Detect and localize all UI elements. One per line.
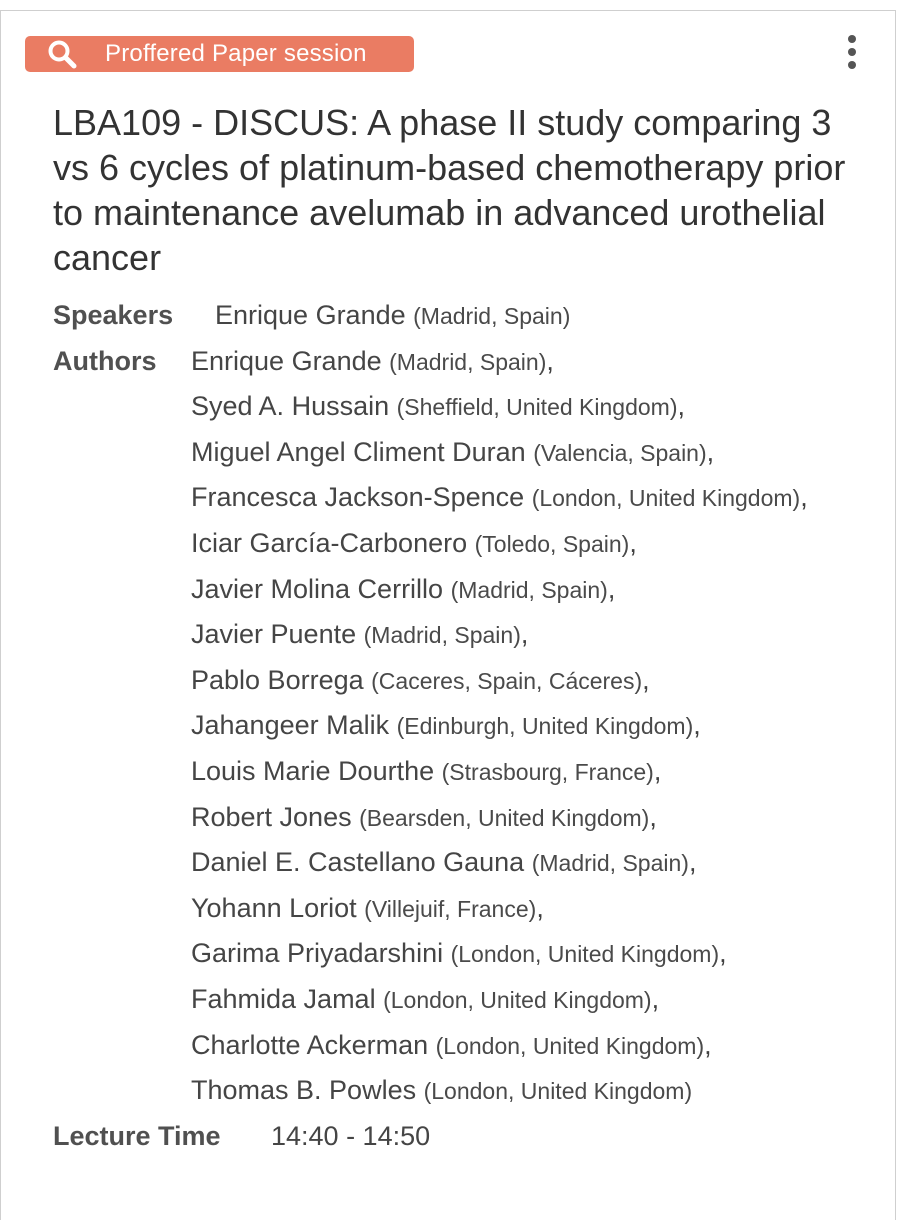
speaker-affiliation: (Madrid, Spain) — [413, 303, 571, 329]
speakers-label: Speakers — [53, 300, 174, 330]
author-affiliation: (Madrid, Spain) — [363, 622, 521, 649]
author-item[interactable] — [191, 886, 873, 932]
author-separator: , — [651, 983, 660, 1014]
author-separator: , — [629, 527, 637, 558]
author-separator: , — [649, 801, 657, 832]
session-card — [0, 10, 896, 1220]
author-affiliation: (Madrid, Spain) — [531, 850, 689, 877]
session-type-tag[interactable] — [25, 36, 414, 72]
authors-row — [53, 339, 873, 1114]
presentation-title: LBA109 - DISCUS: A phase II study comparing 3 vs 6 cycles of platinum-based chemotherapy prior to maintenance avelumab in advanced urothelial cancer — [53, 102, 846, 278]
speaker-item[interactable] — [215, 293, 873, 339]
speaker-name: Enrique Grande — [215, 300, 406, 330]
author-affiliation: (London, United Kingdom) — [450, 941, 720, 968]
author-separator: , — [688, 847, 697, 878]
author-affiliation: (London, United Kingdom) — [435, 1032, 705, 1059]
author-separator: , — [693, 710, 701, 741]
author-separator: , — [706, 436, 715, 467]
author-affiliation: (Madrid, Spain) — [450, 576, 608, 603]
author-item[interactable] — [191, 977, 873, 1023]
author-separator: , — [607, 573, 616, 604]
author-affiliation: (Caceres, Spain, Cáceres) — [371, 667, 643, 694]
lecture-time-value: 14:40 - 14:50 — [271, 1120, 431, 1151]
author-name: Iciar García-Carbonero — [191, 527, 468, 558]
author-item[interactable] — [191, 339, 873, 385]
speakers-row — [53, 293, 873, 339]
author-affiliation: (Villejuif, France) — [364, 895, 537, 922]
author-item[interactable] — [191, 1068, 873, 1114]
author-item[interactable] — [191, 567, 873, 613]
more-vertical-icon[interactable] — [845, 35, 859, 79]
author-separator: , — [677, 391, 685, 422]
author-item[interactable] — [191, 430, 873, 476]
author-affiliation: (Bearsden, United Kingdom) — [359, 804, 650, 831]
presentation-details — [53, 293, 873, 1158]
author-name: Francesca Jackson-Spence — [191, 482, 525, 513]
author-separator: , — [719, 938, 727, 969]
author-name: Syed A. Hussain — [191, 391, 390, 422]
author-name: Jahangeer Malik — [191, 710, 390, 741]
author-item[interactable] — [191, 1023, 873, 1069]
author-name: Miguel Angel Climent Duran — [191, 436, 526, 467]
lecture-time-row — [53, 1114, 873, 1159]
author-affiliation: (London, United Kingdom) — [423, 1078, 693, 1105]
author-affiliation: (Edinburgh, United Kingdom) — [396, 713, 694, 740]
author-separator: , — [800, 482, 808, 513]
author-item[interactable] — [191, 521, 873, 567]
author-item[interactable] — [191, 475, 873, 521]
author-name: Louis Marie Dourthe — [191, 755, 435, 786]
author-separator: , — [642, 664, 650, 695]
author-name: Robert Jones — [191, 801, 352, 832]
author-separator: , — [704, 1029, 712, 1060]
author-separator: , — [520, 619, 529, 650]
authors-label: Authors — [53, 345, 157, 376]
author-name: Charlotte Ackerman — [191, 1029, 429, 1060]
author-item[interactable] — [191, 840, 873, 886]
author-name: Yohann Loriot — [191, 892, 357, 923]
author-item[interactable] — [191, 749, 873, 795]
authors-list — [191, 339, 873, 1114]
author-affiliation: (London, United Kingdom) — [383, 986, 652, 1013]
author-item[interactable] — [191, 658, 873, 704]
author-name: Garima Priyadarshini — [191, 938, 444, 969]
author-name: Pablo Borrega — [191, 664, 364, 695]
author-name: Enrique Grande — [191, 345, 382, 376]
author-affiliation: (Toledo, Spain) — [474, 530, 630, 557]
author-name: Javier Molina Cerrillo — [191, 573, 444, 604]
author-name: Fahmida Jamal — [191, 983, 376, 1014]
author-separator: , — [536, 892, 544, 923]
search-icon — [47, 39, 77, 69]
author-name: Daniel E. Castellano Gauna — [191, 847, 525, 878]
author-item[interactable] — [191, 384, 873, 430]
author-affiliation: (London, United Kingdom) — [531, 485, 801, 512]
speakers-list — [215, 293, 873, 339]
author-affiliation: (Strasbourg, France) — [441, 758, 654, 785]
lecture-time-label: Lecture Time — [53, 1120, 221, 1151]
author-item[interactable] — [191, 703, 873, 749]
author-name: Thomas B. Powles — [191, 1075, 417, 1106]
author-affiliation: (Valencia, Spain) — [533, 439, 707, 466]
author-separator: , — [653, 755, 662, 786]
session-type-label: Proffered Paper session — [105, 40, 367, 67]
author-separator: , — [546, 345, 554, 376]
author-item[interactable] — [191, 612, 873, 658]
author-item[interactable] — [191, 931, 873, 977]
author-affiliation: (Sheffield, United Kingdom) — [396, 394, 678, 421]
author-name: Javier Puente — [191, 619, 357, 650]
author-affiliation: (Madrid, Spain) — [389, 348, 547, 375]
author-item[interactable] — [191, 795, 873, 841]
